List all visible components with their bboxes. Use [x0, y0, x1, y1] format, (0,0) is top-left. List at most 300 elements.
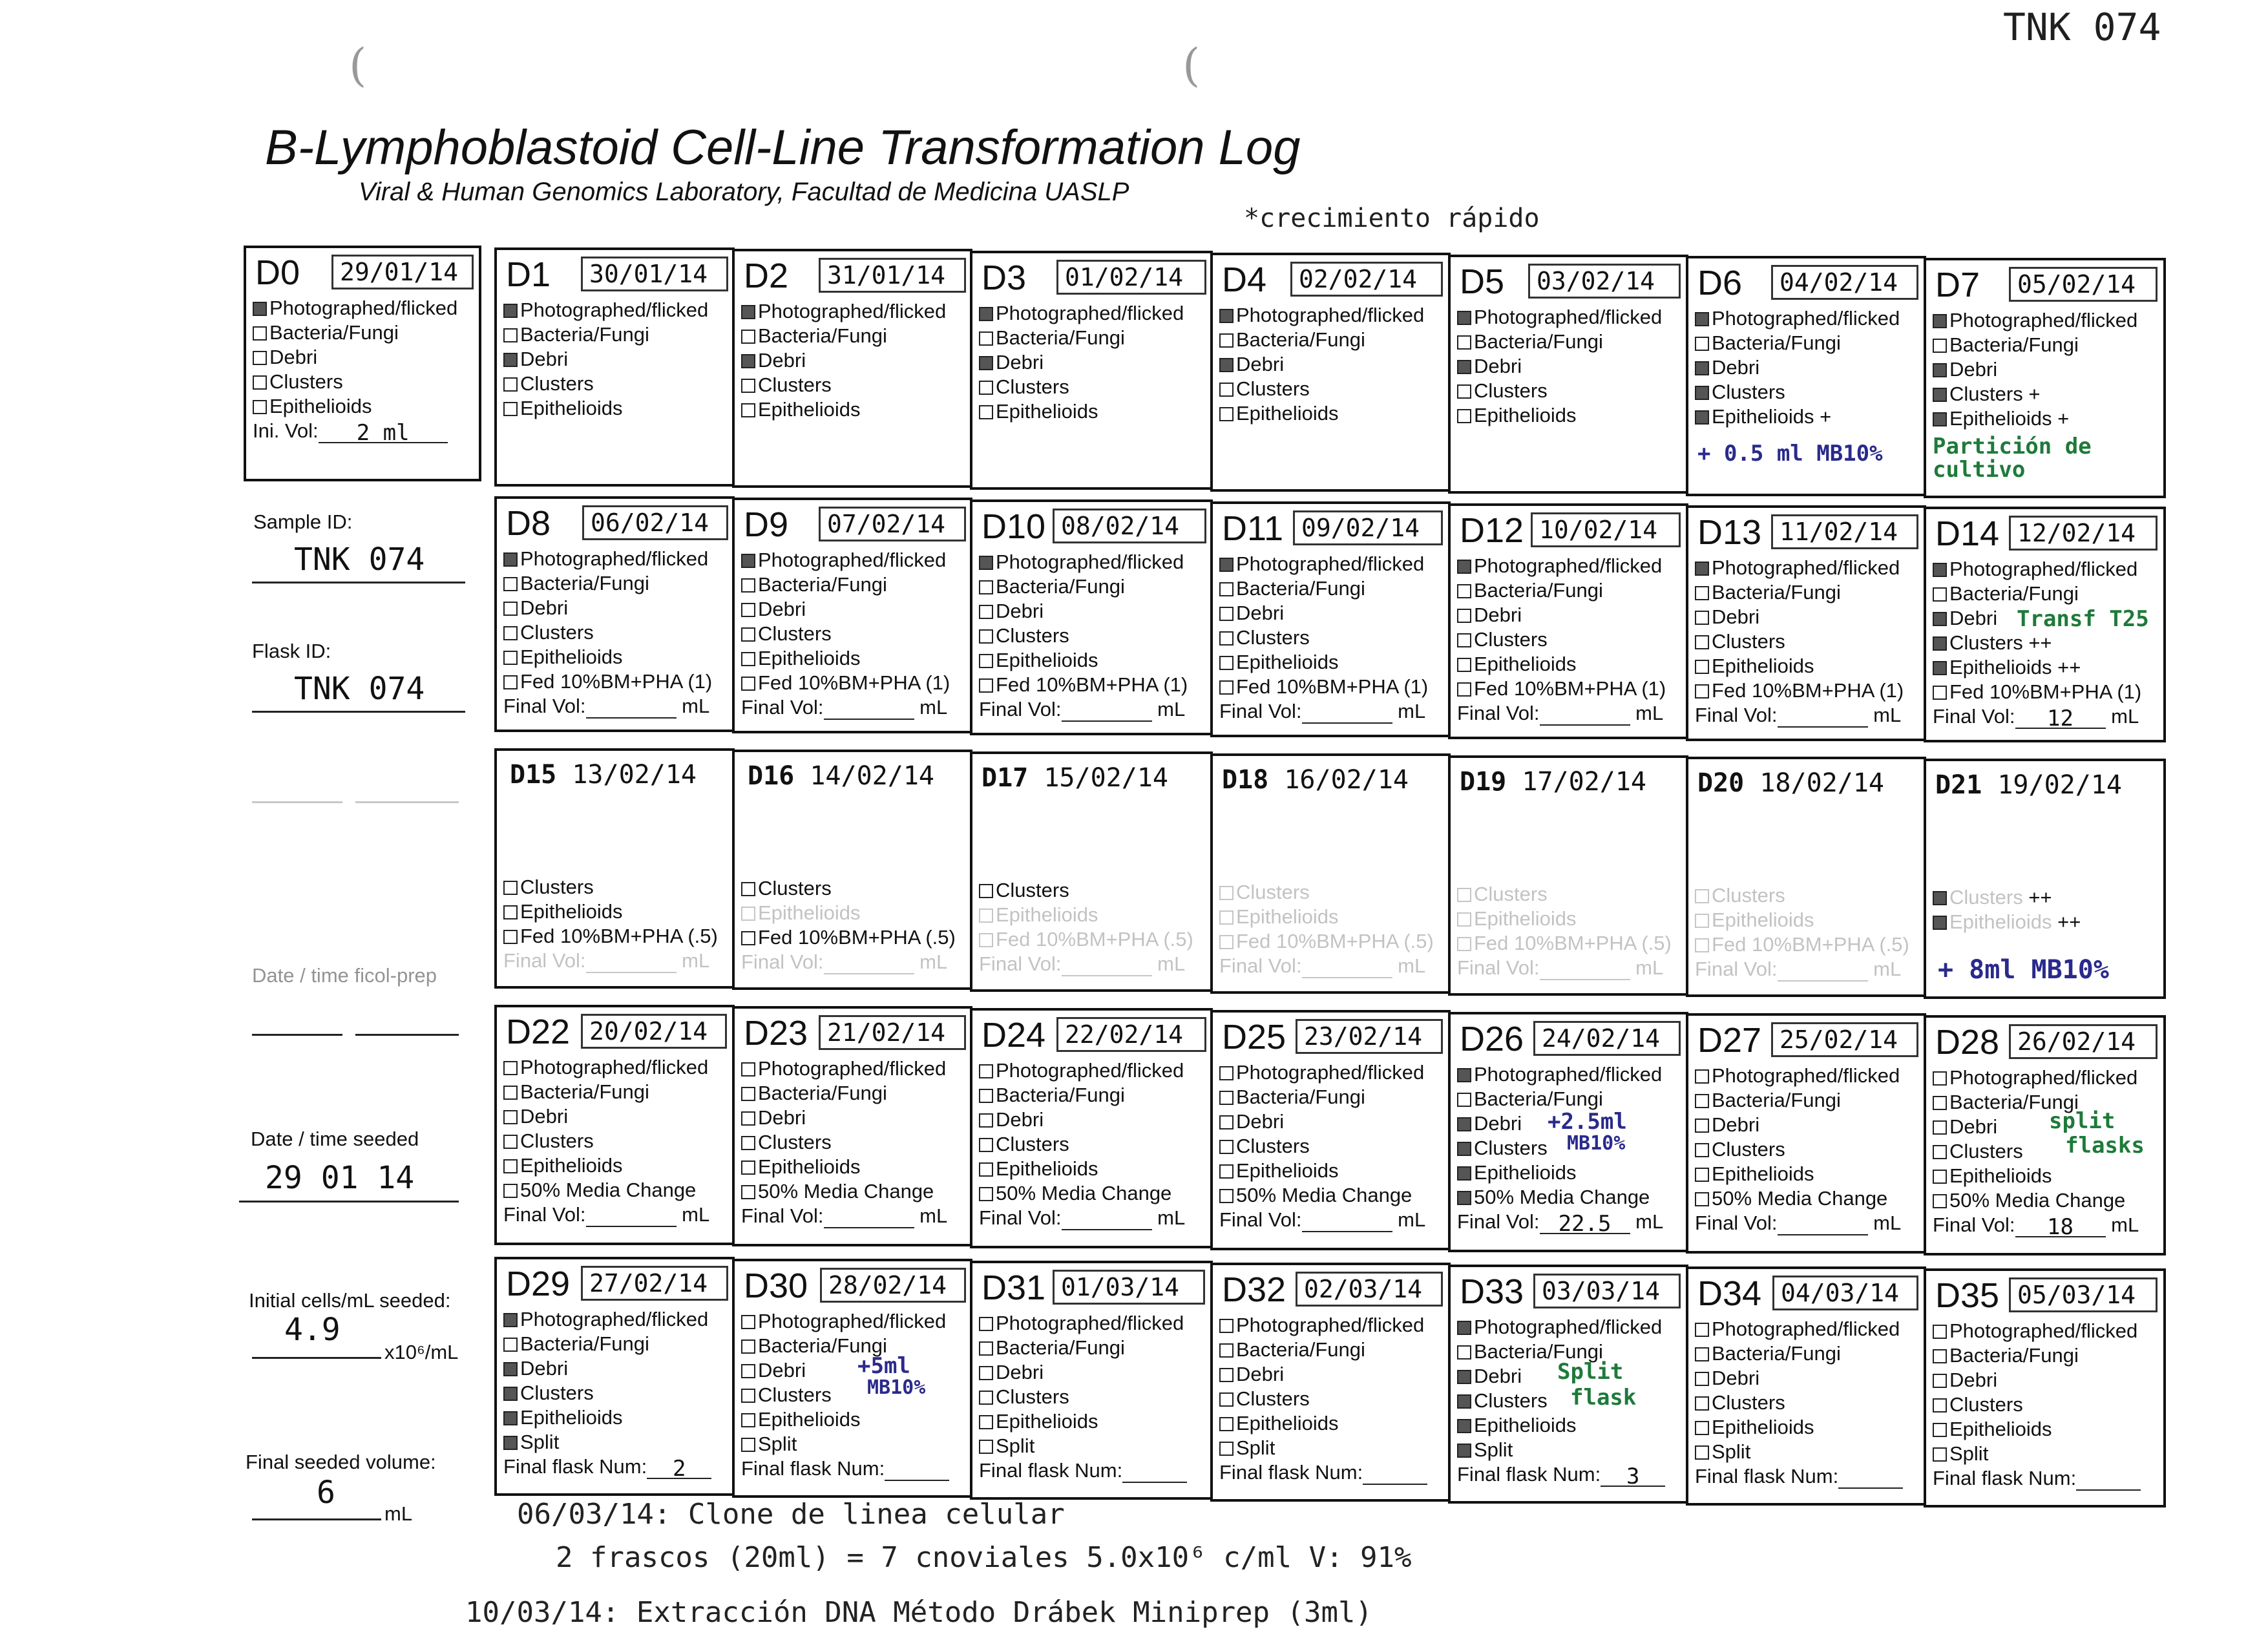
check-bacteria[interactable]: Bacteria/Fungi — [1219, 328, 1424, 352]
date-field[interactable]: 01/03/14 — [1053, 1270, 1205, 1305]
final-vol-field[interactable] — [1302, 1213, 1392, 1232]
check-bacteria[interactable]: Bacteria/Fungi — [1457, 330, 1662, 354]
check-photographed[interactable]: Photographed/flicked — [1457, 554, 1666, 578]
check-bacteria[interactable]: Bacteria/Fungi — [1933, 1343, 2141, 1368]
check-epithelioids[interactable]: Epithelioids — [503, 396, 708, 421]
check-debri[interactable]: Debri — [741, 348, 946, 373]
underline — [355, 1034, 459, 1036]
final-vol-row: Final Vol: mL — [741, 951, 948, 973]
check-clusters[interactable]: Clusters + — [1933, 382, 2137, 406]
check-fed[interactable]: Fed 10%BM+PHA (1) — [1457, 677, 1666, 701]
check-debri[interactable]: Debri — [979, 1360, 1187, 1385]
checkbox-icon[interactable] — [253, 375, 267, 390]
check-photographed[interactable]: Photographed/flicked — [1219, 552, 1428, 576]
check-fed[interactable]: Fed 10%BM+PHA (.5) — [1219, 929, 1434, 954]
date-field[interactable]: 04/03/14 — [1772, 1276, 1918, 1310]
check-bacteria[interactable]: Bacteria/Fungi — [1457, 1339, 1665, 1364]
date-field[interactable]: 12/02/14 — [2009, 516, 2158, 551]
check-debri[interactable]: Debri — [979, 1108, 1185, 1132]
check-clusters[interactable]: Clusters — [1695, 1137, 1901, 1162]
seeded-label: Date / time seeded — [251, 1128, 419, 1150]
check-clusters[interactable]: Clusters — [1457, 1136, 1663, 1161]
check-epithelioids[interactable]: Epithelioids + — [1933, 406, 2137, 431]
day-cell-d15 — [494, 748, 735, 989]
seeded-date-value[interactable]: 29 01 14 — [265, 1160, 415, 1196]
handwritten-note: cultivo — [1933, 457, 2026, 483]
check-debri[interactable]: Debri — [741, 597, 950, 622]
day-label: D0 — [255, 253, 300, 292]
cells-value[interactable]: 4.9 — [284, 1312, 341, 1348]
check-clusters[interactable]: Clusters — [979, 878, 1193, 903]
check-clusters[interactable]: Clusters — [1695, 629, 1904, 654]
day-label: D30 — [744, 1266, 808, 1305]
check-bacteria[interactable]: Bacteria/Fungi — [741, 1081, 947, 1106]
check-debri[interactable]: Debri — [741, 1106, 947, 1130]
day-label: D35 — [1935, 1276, 2000, 1315]
check-epithelioids[interactable]: Epithelioids — [979, 399, 1184, 424]
check-epithelioids[interactable]: Epithelioids + — [1695, 404, 1900, 429]
check-photographed[interactable]: Photographed/flicked — [741, 1309, 949, 1334]
check-fed[interactable]: Fed 10%BM+PHA (.5) — [503, 924, 718, 949]
check-epithelioids[interactable]: Epithelioids — [1695, 654, 1904, 678]
check-epithelioids[interactable]: Epithelioids — [503, 1405, 711, 1430]
day-label: D13 — [1697, 513, 1762, 552]
check-epithelioids[interactable]: Epithelioids — [1695, 908, 1909, 932]
check-clusters[interactable]: Clusters — [741, 622, 950, 646]
day-cell-d1 — [494, 247, 735, 487]
handwritten-note: Partición de — [1933, 434, 2092, 459]
final-vol-row: Final Vol: mL — [503, 695, 710, 717]
final-vol-field[interactable] — [824, 700, 914, 720]
date-field[interactable]: 30/01/14 — [581, 257, 728, 291]
final-flask-row: Final flask Num: — [1695, 1464, 1903, 1489]
sample-id-value[interactable]: TNK 074 — [294, 541, 425, 578]
check-fed[interactable]: Fed 10%BM+PHA (.5) — [741, 925, 956, 950]
check-photographed[interactable]: Photographed/flicked — [1933, 1319, 2141, 1343]
volume-unit: mL — [384, 1502, 413, 1525]
check-bacteria[interactable]: Bacteria/Fungi — [1457, 578, 1666, 603]
check-epithelioids[interactable]: Epithelioids — [741, 397, 946, 422]
final-vol-field[interactable]: 22.5 — [1540, 1215, 1630, 1234]
check-clusters[interactable]: Clusters — [503, 1381, 711, 1405]
check-debri[interactable]: Debri — [1933, 357, 2137, 382]
check-clusters[interactable]: Clusters — [741, 1130, 947, 1155]
check-photographed[interactable]: Photographed/flicked — [741, 299, 946, 324]
check-bacteria[interactable]: Bacteria/Fungi — [979, 1336, 1187, 1360]
date-field[interactable]: 10/02/14 — [1531, 512, 1681, 547]
check-split[interactable]: Split — [1933, 1442, 2141, 1466]
handwritten-note: +2.5ml — [1548, 1109, 1627, 1135]
check-epithelioids[interactable]: Epithelioids ++ — [1933, 655, 2141, 680]
check-clusters[interactable]: Clusters ++ — [1933, 885, 2081, 910]
final-vol-field[interactable]: 12 — [2015, 709, 2106, 729]
check-clusters[interactable]: Clusters — [253, 370, 457, 394]
date-field[interactable]: 04/02/14 — [1771, 265, 1918, 300]
final-vol-row: Final Vol: mL — [1219, 954, 1426, 977]
check-clusters[interactable]: Clusters — [1457, 882, 1672, 907]
check-debri[interactable]: Debri — [1219, 1362, 1427, 1387]
check-debri[interactable]: Debri — [1457, 1111, 1663, 1136]
check-photographed[interactable]: Photographed/flicked — [1219, 1060, 1425, 1085]
day-label: D33 — [1460, 1272, 1524, 1311]
check-debri[interactable]: Debri — [1933, 1368, 2141, 1392]
check-fed[interactable]: Fed 10%BM+PHA (1) — [1219, 675, 1428, 699]
check-epithelioids[interactable]: Epithelioids — [979, 1409, 1187, 1434]
check-clusters[interactable]: Clusters — [1695, 1391, 1903, 1415]
check-split[interactable]: Split — [979, 1434, 1187, 1458]
page-subtitle: Viral & Human Genomics Laboratory, Facultad de Medicina UASLP — [359, 178, 1129, 206]
check-bacteria[interactable]: Bacteria/Fungi — [1695, 580, 1904, 605]
date-field[interactable]: 02/02/14 — [1290, 262, 1443, 297]
check-bacteria[interactable]: Bacteria/Fungi — [741, 572, 950, 597]
check-photographed[interactable]: Photographed/flicked — [741, 1056, 947, 1081]
check-epithelioids[interactable]: Epithelioids — [1457, 907, 1672, 931]
handwritten-note: MB10% — [1567, 1132, 1626, 1155]
final-vol-row: Final Vol: mL — [503, 949, 710, 972]
check-clusters[interactable]: Clusters — [1219, 1134, 1425, 1159]
day-date-line: D18 16/02/14 — [1222, 765, 1409, 795]
check-debri[interactable]: Debri — [1695, 355, 1900, 380]
check-split[interactable]: Split — [1219, 1436, 1427, 1460]
day-label: D29 — [506, 1265, 571, 1303]
check-epithelioids[interactable]: Epithelioids — [1219, 650, 1428, 675]
final-vol-row: Final Vol: 22.5 mL — [1457, 1210, 1664, 1237]
date-field[interactable]: 08/02/14 — [1053, 509, 1206, 543]
check-photographed[interactable]: Photographed/flicked — [1695, 1064, 1901, 1088]
check-bacteria[interactable]: Bacteria/Fungi — [741, 1334, 949, 1358]
check-debri[interactable]: Debri — [979, 350, 1184, 375]
check-clusters[interactable]: Clusters — [1695, 883, 1909, 908]
check-epithelioids[interactable]: Epithelioids — [503, 645, 712, 669]
day-cell-d24 — [970, 1008, 1213, 1248]
check-bacteria[interactable]: Bacteria/Fungi — [1219, 1085, 1425, 1109]
check-clusters[interactable]: Clusters — [503, 372, 708, 396]
check-debri[interactable]: Debri — [503, 1104, 709, 1129]
check-epithelioids[interactable]: Epithelioids — [1219, 1159, 1425, 1183]
check-media-change[interactable]: 50% Media Change — [1695, 1186, 1901, 1211]
date-field[interactable]: 29/01/14 — [331, 255, 474, 289]
check-clusters[interactable]: Clusters — [1457, 627, 1666, 652]
final-vol-field[interactable] — [1062, 1211, 1152, 1230]
date-field[interactable]: 25/02/14 — [1771, 1022, 1918, 1057]
final-vol-field[interactable] — [1540, 706, 1630, 726]
check-clusters[interactable]: Clusters — [741, 1383, 949, 1407]
date-field[interactable]: 27/02/14 — [581, 1266, 728, 1301]
checkbox-icon[interactable] — [253, 302, 267, 316]
check-clusters[interactable]: Clusters — [741, 373, 946, 397]
page-title: B-Lymphoblastoid Cell-Line Transformation Log — [265, 120, 1301, 175]
check-fed[interactable]: Fed 10%BM+PHA (1) — [979, 673, 1188, 697]
check-debri[interactable]: Debri — [1457, 1364, 1665, 1389]
check-fed[interactable]: Fed 10%BM+PHA (1) — [1695, 678, 1904, 703]
check-clusters[interactable]: Clusters — [503, 620, 712, 645]
day-cell-d30 — [732, 1259, 972, 1498]
check-epithelioids[interactable]: Epithelioids — [1457, 652, 1666, 677]
check-epithelioids[interactable]: Epithelioids — [979, 903, 1193, 927]
check-photographed[interactable]: Photographed/flicked — [1695, 306, 1900, 331]
check-clusters[interactable]: Clusters — [1457, 1389, 1665, 1413]
final-vol-field[interactable] — [586, 699, 677, 719]
check-epithelioids[interactable]: Epithelioids — [741, 646, 950, 671]
check-photographed[interactable]: Photographed/flicked — [1695, 556, 1904, 580]
check-photographed[interactable]: Photographed/flicked — [1933, 557, 2141, 582]
check-clusters[interactable]: Clusters — [1933, 1392, 2141, 1417]
day-cell-d32 — [1210, 1263, 1451, 1502]
check-debri[interactable]: Debri — [1933, 1115, 2139, 1139]
day-label: D22 — [506, 1013, 571, 1051]
final-vol-field[interactable] — [824, 1209, 914, 1228]
check-epithelioids[interactable]: Epithelioids — [1933, 1164, 2139, 1188]
check-epithelioids[interactable]: Epithelioids — [1457, 1161, 1663, 1185]
check-epithelioids[interactable]: Epithelioids — [1695, 1415, 1903, 1440]
date-field[interactable]: 21/02/14 — [819, 1015, 966, 1050]
check-epithelioids[interactable]: Epithelioids — [741, 1407, 949, 1432]
underline — [252, 1357, 381, 1359]
final-flask-row: Final flask Num: — [741, 1456, 949, 1481]
date-field[interactable]: 22/02/14 — [1056, 1017, 1206, 1052]
check-clusters[interactable]: Clusters — [1219, 377, 1424, 401]
check-fed[interactable]: Fed 10%BM+PHA (.5) — [979, 927, 1193, 952]
check-bacteria[interactable]: Bacteria/Fungi — [503, 1332, 711, 1356]
check-split[interactable]: Split — [1457, 1438, 1665, 1462]
day-label: D14 — [1935, 514, 2000, 553]
flask-id-value[interactable]: TNK 074 — [294, 671, 425, 707]
date-field[interactable]: 03/03/14 — [1533, 1274, 1681, 1308]
date-field[interactable]: 23/02/14 — [1296, 1019, 1443, 1054]
check-clusters[interactable]: Clusters — [979, 1132, 1185, 1157]
check-epithelioids[interactable]: Epithelioids ++ — [1933, 910, 2081, 934]
check-bacteria[interactable]: Bacteria/Fungi — [1933, 333, 2137, 357]
handwritten-note: +5ml — [857, 1353, 910, 1379]
date-field[interactable]: 05/02/14 — [2009, 267, 2158, 302]
check-clusters[interactable]: Clusters — [979, 624, 1188, 648]
check-clusters[interactable]: Clusters ++ — [1933, 631, 2141, 655]
check-bacteria[interactable]: Bacteria/Fungi — [503, 1080, 709, 1104]
day-label: D8 — [506, 504, 551, 543]
check-media-change[interactable]: 50% Media Change — [979, 1181, 1185, 1206]
check-debri[interactable]: Debri — [1219, 1109, 1425, 1134]
ini-vol-field[interactable]: 2 ml — [319, 424, 448, 443]
check-photographed[interactable]: Photographed/flicked — [979, 301, 1184, 326]
final-vol-field[interactable] — [586, 1208, 677, 1227]
date-field[interactable]: 31/01/14 — [819, 258, 966, 293]
final-vol-row: Final Vol: mL — [1219, 700, 1426, 722]
check-photographed[interactable]: Photographed/flicked — [979, 550, 1188, 574]
check-clusters[interactable]: Clusters — [1933, 1139, 2139, 1164]
check-clusters[interactable]: Clusters — [503, 1129, 709, 1153]
check-epithelioids[interactable]: Epithelioids — [741, 1155, 947, 1179]
check-epithelioids[interactable]: Epithelioids — [1695, 1162, 1901, 1186]
check-clusters[interactable]: Clusters — [1457, 379, 1662, 403]
check-bacteria[interactable]: Bacteria/Fungi — [1933, 582, 2141, 606]
check-media-change[interactable]: 50% Media Change — [1457, 1185, 1663, 1210]
final-vol-field[interactable] — [1778, 1216, 1868, 1235]
check-debri[interactable]: Debri — [1219, 601, 1428, 625]
check-photographed[interactable]: Photographed/flicked — [503, 1055, 709, 1080]
check-bacteria[interactable]: Bacteria/Fungi — [1695, 1341, 1903, 1366]
check-bacteria[interactable]: Bacteria/Fungi — [1695, 331, 1900, 355]
check-debri[interactable]: Debri — [979, 599, 1188, 624]
check-clusters[interactable]: Clusters — [503, 875, 718, 899]
check-epithelioids[interactable]: Epithelioids — [1457, 403, 1662, 428]
check-bacteria[interactable]: Bacteria/Fungi — [1933, 1090, 2139, 1115]
day-cell-d2 — [732, 249, 972, 488]
date-field[interactable]: 28/02/14 — [820, 1268, 966, 1303]
check-debri[interactable]: Debri — [503, 347, 708, 372]
check-photographed[interactable]: Photographed/flicked — [1457, 1062, 1663, 1087]
check-debri[interactable]: Debri — [1695, 605, 1904, 629]
day-date-line: D19 17/02/14 — [1460, 767, 1646, 797]
date-field[interactable]: 11/02/14 — [1771, 514, 1918, 549]
check-debri[interactable]: Debri — [1695, 1113, 1901, 1137]
check-photographed[interactable]: Photographed/flicked — [1695, 1317, 1903, 1341]
check-bacteria[interactable]: Bacteria/Fungi — [1219, 1338, 1427, 1362]
final-flask-field[interactable] — [2076, 1471, 2141, 1491]
final-flask-row: Final flask Num: 3 — [1457, 1462, 1665, 1487]
check-bacteria[interactable]: Bacteria/Fungi — [1457, 1087, 1663, 1111]
volume-value[interactable]: 6 — [317, 1475, 335, 1511]
check-clusters[interactable]: Clusters — [1219, 880, 1434, 905]
check-debri[interactable]: Debri — [1933, 606, 2141, 631]
check-bacteria[interactable]: Bacteria/Fungi — [979, 1083, 1185, 1108]
final-flask-field[interactable]: 3 — [1601, 1467, 1665, 1487]
check-photographed[interactable]: Photographed/flicked — [979, 1311, 1187, 1336]
check-epithelioids[interactable]: Epithelioids — [1933, 1417, 2141, 1442]
date-field[interactable]: 24/02/14 — [1533, 1021, 1681, 1056]
check-epithelioids[interactable]: Epithelioids — [1219, 401, 1424, 426]
check-epithelioids[interactable]: Epithelioids — [503, 899, 718, 924]
final-flask-field[interactable] — [1122, 1464, 1187, 1483]
check-photographed[interactable]: Photographed/flicked — [1457, 305, 1662, 330]
final-vol-row: Final Vol: mL — [979, 952, 1186, 975]
check-epithelioids[interactable]: Epithelioids — [1219, 1411, 1427, 1436]
day-cell-d13 — [1686, 505, 1926, 741]
date-field[interactable]: 06/02/14 — [582, 505, 728, 540]
check-debri[interactable]: Debri — [1219, 352, 1424, 377]
final-flask-field[interactable] — [1838, 1469, 1903, 1489]
check-clusters[interactable]: Clusters — [1219, 1387, 1427, 1411]
check-epithelioids[interactable]: Epithelioids — [503, 1153, 709, 1178]
date-field[interactable]: 09/02/14 — [1293, 510, 1443, 545]
final-vol-field[interactable] — [1778, 708, 1868, 728]
check-bacteria[interactable]: Bacteria/Fungi — [503, 571, 712, 596]
check-epithelioids[interactable]: Epithelioids — [253, 394, 457, 419]
date-field[interactable]: 26/02/14 — [2009, 1024, 2158, 1059]
date-field[interactable]: 02/03/14 — [1296, 1272, 1443, 1307]
check-epithelioids[interactable]: Epithelioids — [1457, 1413, 1665, 1438]
check-clusters[interactable]: Clusters — [1219, 625, 1428, 650]
date-field[interactable]: 03/02/14 — [1528, 264, 1681, 299]
handwritten-note: split — [2049, 1108, 2116, 1134]
check-clusters[interactable]: Clusters — [979, 375, 1184, 399]
final-flask-field[interactable] — [1363, 1465, 1427, 1485]
check-bacteria[interactable]: Bacteria/Fungi — [979, 326, 1184, 350]
check-debri[interactable]: Debri — [741, 1358, 949, 1383]
check-photographed[interactable]: Photographed/flicked — [1219, 1313, 1427, 1338]
check-media-change[interactable]: 50% Media Change — [1933, 1188, 2139, 1213]
date-field[interactable]: 07/02/14 — [819, 507, 966, 541]
check-split[interactable]: Split — [503, 1430, 711, 1455]
day-cell-d17 — [970, 751, 1213, 992]
check-bacteria[interactable]: Bacteria/Fungi — [253, 320, 457, 345]
corner-id: TNK 074 — [2003, 5, 2161, 49]
check-debri[interactable]: Debri — [1457, 354, 1662, 379]
check-photographed[interactable]: Photographed/flicked — [1219, 303, 1424, 328]
check-bacteria[interactable]: Bacteria/Fungi — [741, 324, 946, 348]
check-epithelioids[interactable]: Epithelioids — [979, 648, 1188, 673]
check-bacteria[interactable]: Bacteria/Fungi — [1695, 1088, 1901, 1113]
check-debri[interactable]: Debri — [1695, 1366, 1903, 1391]
final-vol-field[interactable] — [1062, 702, 1152, 722]
check-split[interactable]: Split — [1695, 1440, 1903, 1464]
check-debri[interactable]: Debri — [503, 596, 712, 620]
check-bacteria[interactable]: Bacteria/Fungi — [503, 322, 708, 347]
day-cell-d28 — [1924, 1015, 2166, 1255]
check-clusters[interactable]: Clusters — [979, 1385, 1187, 1409]
check-photographed[interactable]: Photographed/flicked — [1457, 1315, 1665, 1339]
final-vol-field[interactable] — [1302, 704, 1392, 724]
check-clusters[interactable]: Clusters — [1695, 380, 1900, 404]
cells-unit: x10⁶/mL — [384, 1341, 459, 1363]
scan-mark: ( — [349, 39, 367, 92]
check-debri[interactable]: Debri — [1457, 603, 1666, 627]
final-flask-field[interactable]: 2 — [647, 1460, 711, 1479]
check-debri[interactable]: Debri — [503, 1356, 711, 1381]
check-fed[interactable]: Fed 10%BM+PHA (.5) — [1457, 931, 1672, 956]
check-photographed[interactable]: Photographed/flicked — [503, 1307, 711, 1332]
check-photographed[interactable]: Photographed/flicked — [253, 296, 457, 320]
check-photographed[interactable]: Photographed/flicked — [1933, 1066, 2139, 1090]
day-label: D28 — [1935, 1023, 2000, 1062]
check-photographed[interactable]: Photographed/flicked — [503, 298, 708, 322]
check-fed[interactable]: Fed 10%BM+PHA (1) — [741, 671, 950, 695]
check-split[interactable]: Split — [741, 1432, 949, 1456]
check-media-change[interactable]: 50% Media Change — [741, 1179, 947, 1204]
check-debri[interactable]: Debri — [253, 345, 457, 370]
day-cell-d22 — [494, 1005, 735, 1245]
final-vol-field[interactable]: 18 — [2015, 1218, 2106, 1237]
day-cell-d12 — [1448, 503, 1688, 739]
date-field[interactable]: 05/03/14 — [2009, 1277, 2158, 1312]
check-photographed[interactable]: Photographed/flicked — [741, 548, 950, 572]
check-epithelioids[interactable]: Epithelioids — [741, 901, 956, 925]
check-epithelioids[interactable]: Epithelioids — [1219, 905, 1434, 929]
date-field[interactable]: 20/02/14 — [581, 1014, 727, 1049]
check-photographed[interactable]: Photographed/flicked — [979, 1058, 1185, 1083]
checkbox-icon[interactable] — [253, 351, 267, 365]
check-epithelioids[interactable]: Epithelioids — [979, 1157, 1185, 1181]
check-photographed[interactable]: Photographed/flicked — [503, 547, 712, 571]
check-clusters[interactable]: Clusters — [741, 876, 956, 901]
check-fed[interactable]: Fed 10%BM+PHA (1) — [503, 669, 712, 694]
check-fed[interactable]: Fed 10%BM+PHA (1) — [1933, 680, 2141, 704]
final-vol-row: Final Vol: mL — [741, 1204, 948, 1227]
check-bacteria[interactable]: Bacteria/Fungi — [1219, 576, 1428, 601]
check-media-change[interactable]: 50% Media Change — [503, 1178, 709, 1203]
flask-id-label: Flask ID: — [252, 640, 331, 662]
day-label: D34 — [1697, 1274, 1762, 1313]
check-photographed[interactable]: Photographed/flicked — [1933, 308, 2137, 333]
check-media-change[interactable]: 50% Media Change — [1219, 1183, 1425, 1208]
check-bacteria[interactable]: Bacteria/Fungi — [979, 574, 1188, 599]
day-label: D6 — [1697, 264, 1743, 302]
check-fed[interactable]: Fed 10%BM+PHA (.5) — [1695, 932, 1909, 957]
checkbox-icon[interactable] — [253, 326, 267, 341]
checkbox-icon[interactable] — [253, 400, 267, 414]
final-flask-field[interactable] — [885, 1462, 949, 1481]
date-field[interactable]: 01/02/14 — [1056, 260, 1206, 295]
day-cell-d18 — [1210, 753, 1451, 994]
